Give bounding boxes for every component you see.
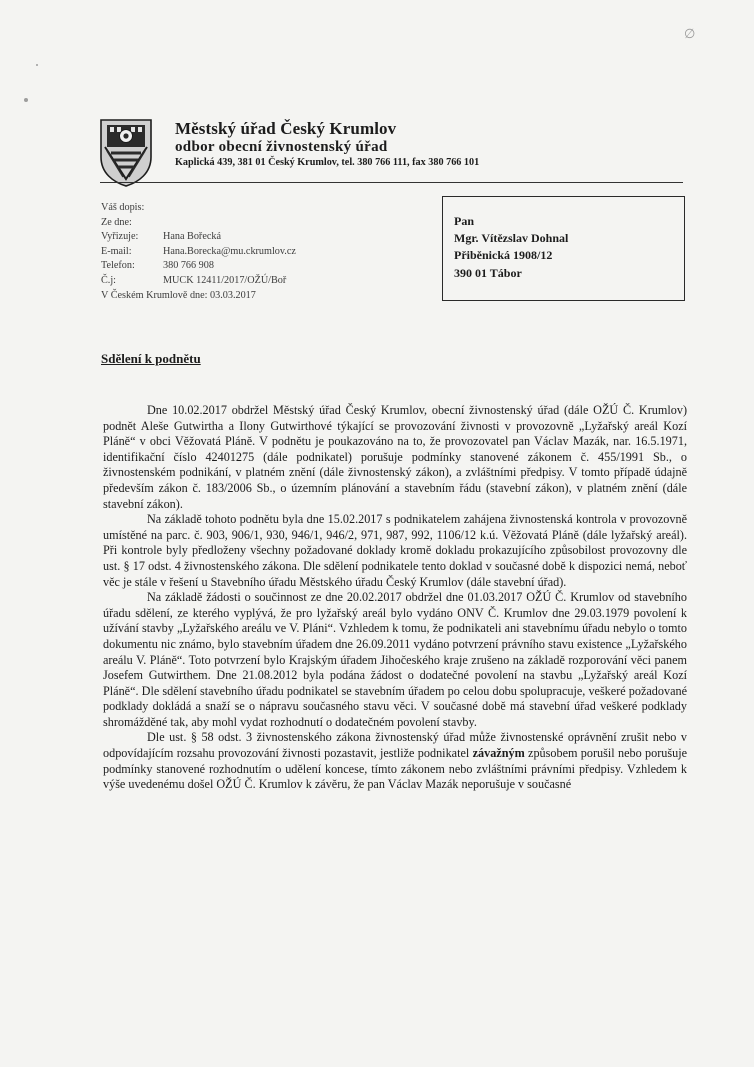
- city-coat-of-arms-logo: [99, 117, 153, 187]
- email-address: Hana.Borecka@mu.ckrumlov.cz: [163, 245, 296, 257]
- body-paragraph-1: Dne 10.02.2017 obdržel Městský úřad Český Krumlov, obecní živnostenský úřad (dále OŽÚ Č. Krumlov) podnět Aleše Gutwirtha a Ilony Gutwirthové týkající se provozování živnosti v provozovně „Lyžařský areál Kozí Pláně“ v obci Věžovatá Pláně. V podnětu je poukazováno na to, že provozovatel pan Václav Mazák, nar. 16.5.1971, identifikační číslo 42401275 (dále podnikatel) porušuje podmínky stanovené zákonem č. 455/1991 Sb., o živnostenském podnikání, v platném znění (dále živnostenský zákon), a zvláštními předpisy. V tomto případě údajně především zákon č. 183/2006 Sb., o územním plánování a stavebním řádu (stavební zákon), v platném znění (dále stavební zákon).: [103, 403, 687, 511]
- place-date-text: V Českém Krumlově dne: 03.03.2017: [101, 289, 256, 301]
- body-paragraph-2: Na základě tohoto podnětu byla dne 15.02.2017 s podnikatelem zahájena živnostenská kontrola v provozovně umístěné na parc. č. 903, 906/1, 930, 946/1, 946/2, 971, 987, 992, 1106/12 k.ú. Věžovatá Pláně (dále lyžařský areál). Při kontrole byly předloženy všechny požadované doklady kromě dokladu prokazujícího způsobilost provozovny dle ust. § 17 odst. 4 živnostenského zákona. Dle sdělení podnikatele tento doklad v současné době k dispozici nemá, neboť věc je stále v řešení u Stavebního úřadu Městského úřadu Český Krumlov (dále stavební úřad).: [103, 512, 687, 589]
- letter-subject: Sdělení k podnětu: [101, 351, 201, 366]
- meta-label: Ze dne:: [101, 216, 132, 228]
- place-and-date: [101, 289, 296, 304]
- recipient-salutation: Pan: [454, 214, 475, 228]
- recipient-address-box: [442, 196, 685, 301]
- scan-speck: [36, 64, 38, 66]
- meta-row-reference: [101, 274, 296, 289]
- recipient-city: 390 01 Tábor: [454, 265, 522, 280]
- meta-row-date: [101, 216, 296, 231]
- meta-label: E-mail:: [101, 245, 132, 257]
- meta-value: Hana Bořecká: [163, 231, 221, 243]
- page-corner-mark: ∅: [684, 26, 696, 41]
- meta-label: Váš dopis:: [101, 202, 145, 213]
- meta-row-phone: [101, 259, 296, 274]
- scan-speck: [24, 98, 28, 102]
- recipient-street: Přiběnická 1908/12: [454, 248, 553, 263]
- office-address: Kaplická 439, 381 01 Český Krumlov, tel. 380 766 111, fax 380 766 101: [175, 157, 480, 168]
- phone-number: 380 766 908: [163, 260, 214, 272]
- body-paragraph-4: [103, 730, 687, 792]
- meta-label: Telefon:: [101, 260, 135, 272]
- office-department: odbor obecní živnostenský úřad: [175, 139, 388, 155]
- office-name: Městský úřad Český Krumlov: [175, 119, 397, 138]
- meta-row-email: [101, 245, 296, 260]
- body-paragraph-3: Na základě žádosti o součinnost ze dne 20.02.2017 obdržel dne 01.03.2017 OŽÚ Č. Krumlov od stavebního úřadu sdělení, ze kterého vyplývá, že pro lyžařský areál bylo vydáno ONV Č. Krumlov dne 29.03.1979 povolení k užívání stavby „Lyžařského areálu ve V. Pláni“. Vzhledem k tomu, že podnikateli ani stavebnímu úřadu nebylo o tomto dokumentu nic známo, bylo stavebním úřadem dne 26.09.2011 vydáno potvrzení právního stavu existence „Lyžařského areálu V. Pláně“. Toto potvrzení bylo Krajským úřadem Jihočeského kraje zrušeno na základě rozporování věci panem Josefem Gutwirthem. Dne 21.08.2012 byla podána žádost o dodatečné povolení na stavbu „Lyžařský areál Kozí Pláně“. Dle sdělení stavebního úřadu podnikatel se stavebním úřadem po celou dobu spolupracuje, veškeré požadované podklady dokládá a snaží se o nápravu současného stavu věci. V současné době má stavební úřad veškeré podklady shromážděné tak, aby mohl vydat rozhodnutí o dodatečném povolení stavby.: [103, 590, 687, 729]
- meta-label: Vyřizuje:: [101, 231, 139, 243]
- letter-body: [103, 403, 687, 793]
- emphasis-text: závažným: [472, 746, 525, 761]
- reference-number: MUCK 12411/2017/OŽÚ/Boř: [163, 274, 287, 286]
- meta-row-handled-by: [101, 230, 296, 245]
- recipient-name: Mgr. Vítězslav Dohnal: [454, 231, 569, 246]
- header-divider: [100, 182, 683, 183]
- letter-metadata: [101, 201, 296, 303]
- paragraph-text: Dle ust. § 58 odst. 3 živnostenského zákona živnostenský úřad může živnostenské oprávnění zrušit nebo v odpovídajícím rozsahu provozování živnosti pozastavit, jestliže podnikatel: [103, 730, 687, 761]
- meta-row-your-letter: [101, 201, 296, 216]
- meta-label: Č.j:: [101, 274, 117, 286]
- paragraph-text: způsobem porušil nebo porušuje podmínky stanovené rozhodnutím o udělení koncese, tímto zákonem nebo zvláštními právními předpisy. Vzhledem k výše uvedenému došel OŽÚ Č. Krumlov k závěru, že pan Václav Mazák neporušuje v současné: [103, 746, 687, 792]
